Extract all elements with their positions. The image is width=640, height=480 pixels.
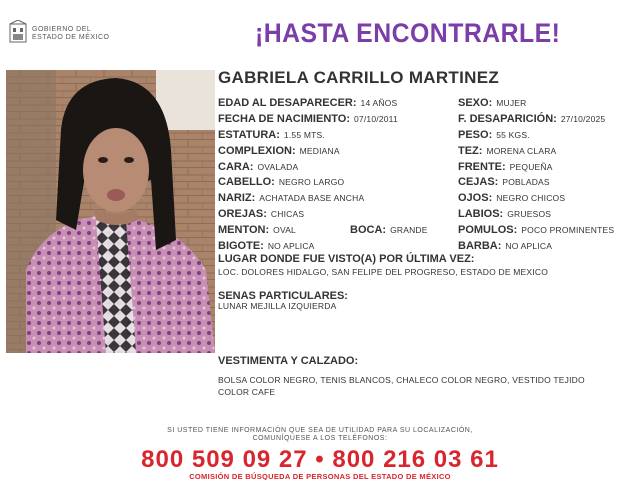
field-age: EDAD AL DESAPARECER: 14 AÑOS [218,97,398,109]
field-ears: OREJAS: CHICAS [218,208,305,220]
person-name: GABRIELA CARRILLO MARTINEZ [218,68,500,87]
marks-text: LUNAR MEJILLA IZQUIERDA [218,301,337,311]
field-weight: PESO: 55 KGS. [458,129,530,141]
field-lips: LABIOS: GRUESOS [458,208,552,220]
missing-person-photo [6,70,215,353]
field-mustache: BIGOTE: NO APLICA [218,240,315,252]
headline: ¡HASTA ENCONTRARLE! [255,18,561,48]
field-build: COMPLEXION: MEDIANA [218,145,340,157]
field-eyes: OJOS: NEGRO CHICOS [458,192,566,204]
last-seen-title: LUGAR DONDE FUE VISTO(A) POR ÚLTIMA VEZ: [218,253,475,265]
field-beard: BARBA: NO APLICA [458,240,553,252]
field-complexion-tone: TEZ: MORENA CLARA [458,145,557,157]
contact-info-line2: COMUNÍQUESE A LOS TELÉFONOS: [252,435,388,442]
field-mouth: BOCA: GRANDE [350,224,428,236]
logo-text-line2: ESTADO DE MÉXICO [32,34,110,41]
commission-name: COMISIÓN DE BÚSQUEDA DE PERSONAS DEL ESTADO DE MÉXICO [189,472,451,480]
phone-numbers: 800 509 09 27 • 800 216 03 61 [141,446,499,473]
logo-text-line1: GOBIERNO DEL [32,26,92,33]
last-seen-text: LOC. DOLORES HIDALGO, SAN FELIPE DEL PROGRESO, ESTADO DE MEXICO [218,267,549,277]
field-height: ESTATURA: 1.55 MTS. [218,129,325,141]
field-chin: MENTON: OVAL [218,224,296,236]
field-face: CARA: OVALADA [218,161,299,173]
field-nose: NARIZ: ACHATADA BASE ANCHA [218,192,365,204]
field-disappearance-date: F. DESAPARICIÓN: 27/10/2025 [458,113,606,125]
contact-info-line1: SI USTED TIENE INFORMACIÓN QUE SEA DE UTILIDAD PARA SU LOCALIZACIÓN, [167,427,473,434]
field-cheekbones: POMULOS: POCO PROMINENTES [458,224,615,236]
field-birthdate: FECHA DE NACIMIENTO: 07/10/2011 [218,113,398,125]
field-eyebrows: CEJAS: POBLADAS [458,176,550,188]
marks-title: SENAS PARTICULARES: [218,290,348,302]
government-logo [8,20,128,50]
field-sex: SEXO: MUJER [458,97,527,109]
state-emblem-icon [8,20,28,44]
clothing-title: VESTIMENTA Y CALZADO: [218,355,359,367]
clothing-line1: BOLSA COLOR NEGRO, TENIS BLANCOS, CHALECO COLOR NEGRO, VESTIDO TEJIDO [218,375,585,385]
clothing-line2: COLOR CAFE [218,387,276,397]
field-forehead: FRENTE: PEQUEÑA [458,161,553,173]
field-hair: CABELLO: NEGRO LARGO [218,176,345,188]
